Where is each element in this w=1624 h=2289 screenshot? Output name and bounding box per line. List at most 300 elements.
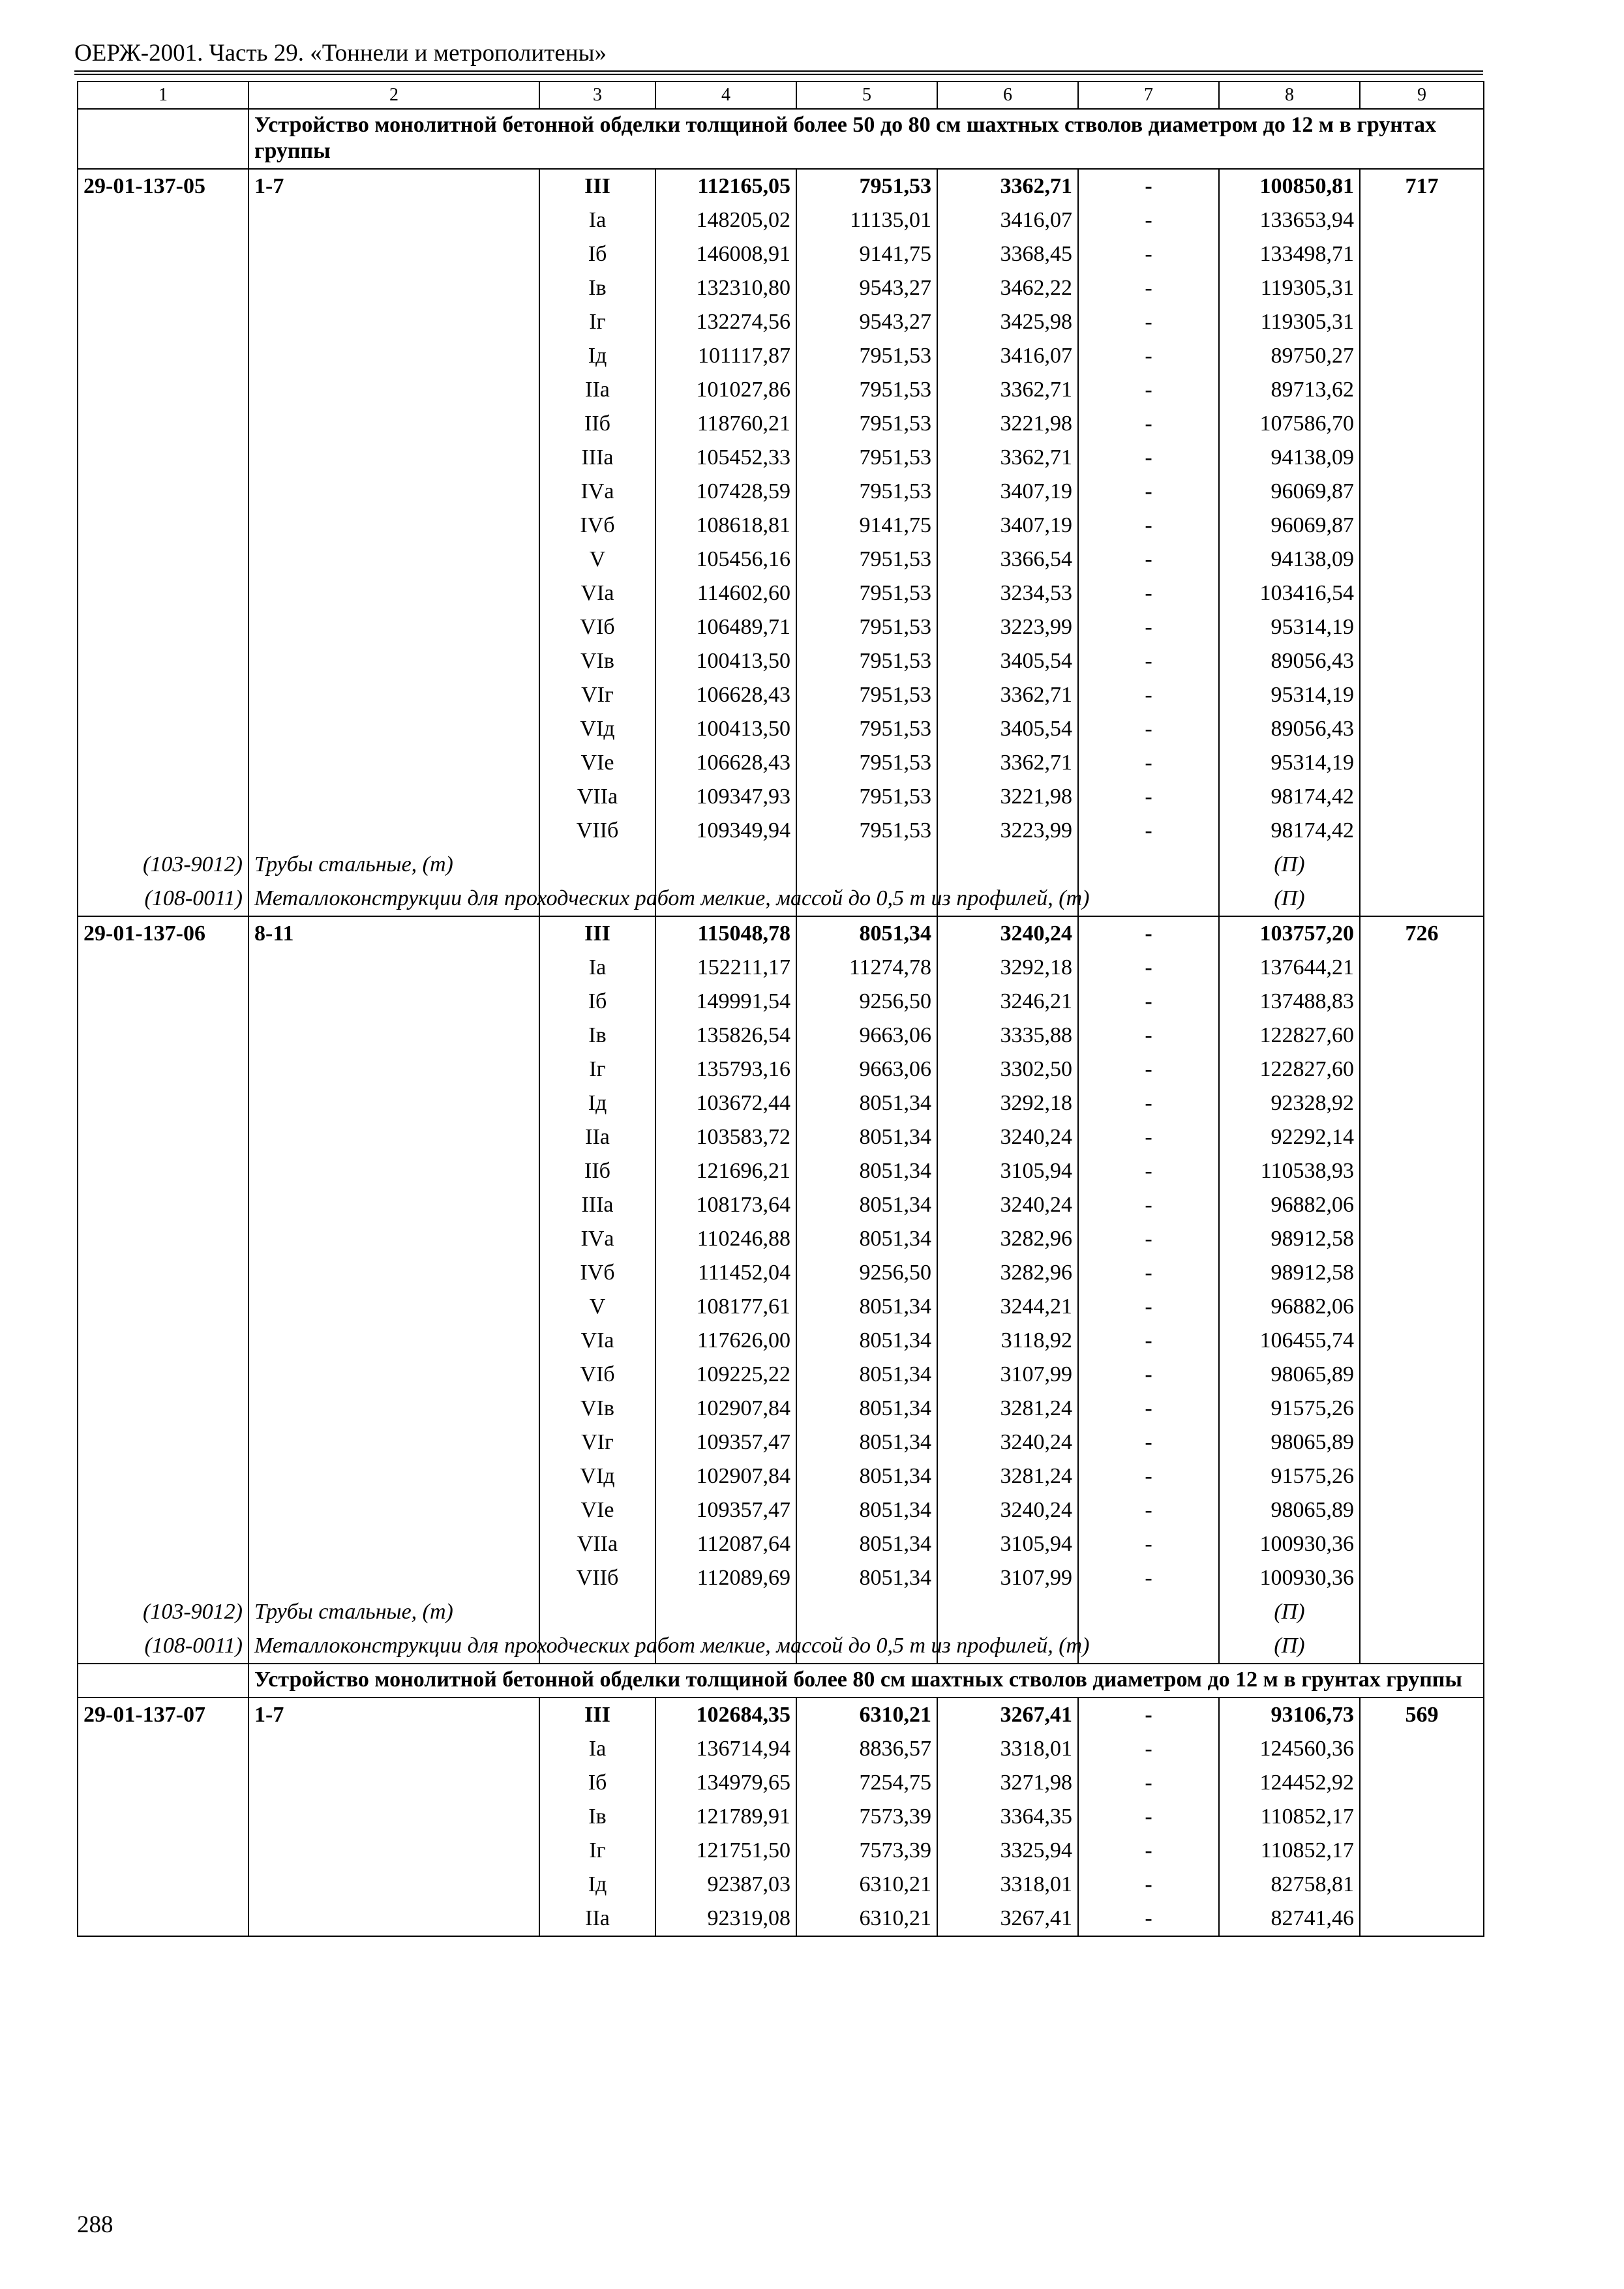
table-row [78,576,1484,610]
region-code: V [539,543,655,576]
table-cell [1360,1290,1484,1324]
wages: 11135,01 [796,203,937,237]
machine-cost: 3302,50 [937,1053,1078,1086]
table-cell [1360,237,1484,271]
total-cost: 105452,33 [655,441,796,475]
rate-code: 29-01-137-05 [78,169,248,203]
region-code: V [539,1290,655,1324]
driver-wages: - [1078,1154,1219,1188]
materials-cost: 89056,43 [1219,712,1360,746]
machine-cost: 3362,71 [937,678,1078,712]
total-cost: 92387,03 [655,1868,796,1902]
material-code: (103-9012) [78,1595,248,1629]
table-row [78,1188,1484,1222]
total-cost: 109357,47 [655,1426,796,1459]
driver-wages: - [1078,712,1219,746]
table-cell [1360,1358,1484,1392]
machine-cost: 3221,98 [937,780,1078,814]
section-title-row [78,1664,1484,1698]
table-cell [78,1086,248,1120]
machine-cost: 3105,94 [937,1154,1078,1188]
table-cell [655,848,796,882]
total-cost: 102907,84 [655,1459,796,1493]
region-code: IVа [539,475,655,509]
materials-cost: 96069,87 [1219,509,1360,543]
wages: 7951,53 [796,576,937,610]
wages: 8051,34 [796,1493,937,1527]
table-row [78,1290,1484,1324]
driver-wages: - [1078,1800,1219,1834]
machine-cost: 3318,01 [937,1732,1078,1766]
table-cell [248,543,539,576]
total-cost: 101117,87 [655,339,796,373]
total-cost: 107428,59 [655,475,796,509]
table-cell [78,1766,248,1800]
table-cell [1360,339,1484,373]
materials-cost: 82758,81 [1219,1868,1360,1902]
machine-cost: 3416,07 [937,203,1078,237]
materials-cost: 92328,92 [1219,1086,1360,1120]
table-cell [78,509,248,543]
driver-wages: - [1078,814,1219,848]
region-code: IIа [539,1120,655,1154]
region-code: III [539,916,655,951]
wages: 7951,53 [796,475,937,509]
table-cell [1360,610,1484,644]
machine-cost: 3292,18 [937,951,1078,985]
price-table [77,81,1484,1937]
wages: 7951,53 [796,441,937,475]
region-code: Iд [539,1868,655,1902]
table-row [78,1086,1484,1120]
table-row [78,1222,1484,1256]
table-cell [248,203,539,237]
table-cell [78,1019,248,1053]
total-cost: 148205,02 [655,203,796,237]
materials-cost: 89750,27 [1219,339,1360,373]
column-number: 5 [796,82,937,109]
total-cost: 103672,44 [655,1086,796,1120]
wages: 9663,06 [796,1019,937,1053]
table-cell [78,678,248,712]
driver-wages: - [1078,509,1219,543]
machine-cost: 3368,45 [937,237,1078,271]
machine-cost: 3240,24 [937,1188,1078,1222]
table-cell [796,1595,937,1629]
wages: 7951,53 [796,543,937,576]
section-title: Устройство монолитной бетонной обделки толщиной более 80 см шахтных стволов диаметром до 12 м в грунтах группы [248,1664,1484,1698]
table-cell [248,1766,539,1800]
driver-wages: - [1078,746,1219,780]
table-cell [248,644,539,678]
materials-cost: 91575,26 [1219,1392,1360,1426]
driver-wages: - [1078,610,1219,644]
driver-wages: - [1078,1834,1219,1868]
region-code: IIIа [539,1188,655,1222]
materials-cost: 95314,19 [1219,610,1360,644]
table-row [78,407,1484,441]
table-cell [248,339,539,373]
table-cell [78,1527,248,1561]
region-code: III [539,1698,655,1732]
materials-cost: 133653,94 [1219,203,1360,237]
table-cell [78,1868,248,1902]
material-code: (108-0011) [78,882,248,916]
table-cell [248,814,539,848]
materials-cost: 122827,60 [1219,1053,1360,1086]
materials-cost: 98912,58 [1219,1222,1360,1256]
table-cell [78,644,248,678]
table-cell [1078,882,1219,916]
table-cell [78,1290,248,1324]
region-code: Iг [539,1053,655,1086]
region-code: IIIа [539,441,655,475]
price-table-body [78,82,1484,1936]
region-code: IIб [539,1154,655,1188]
driver-wages: - [1078,1256,1219,1290]
materials-cost: 122827,60 [1219,1019,1360,1053]
total-cost: 109225,22 [655,1358,796,1392]
machine-cost: 3240,24 [937,1120,1078,1154]
rate-code: 29-01-137-07 [78,1698,248,1732]
table-row [78,1154,1484,1188]
table-cell [248,1256,539,1290]
driver-wages: - [1078,1392,1219,1426]
wages: 8051,34 [796,1358,937,1392]
driver-wages: - [1078,1324,1219,1358]
table-cell [248,509,539,543]
table-cell [248,1392,539,1426]
wages: 7573,39 [796,1800,937,1834]
material-unit: (П) [1219,1595,1360,1629]
region-code: VIIб [539,814,655,848]
section-title-spacer [78,109,248,169]
wages: 8051,34 [796,1392,937,1426]
table-cell [248,441,539,475]
materials-cost: 124452,92 [1219,1766,1360,1800]
machine-cost: 3244,21 [937,1290,1078,1324]
table-cell [1360,985,1484,1019]
total-cost: 112165,05 [655,169,796,203]
table-cell [248,1154,539,1188]
table-cell [248,576,539,610]
materials-cost: 110538,93 [1219,1154,1360,1188]
table-cell [248,1188,539,1222]
total-cost: 105456,16 [655,543,796,576]
table-row [78,1426,1484,1459]
total-cost: 108618,81 [655,509,796,543]
driver-wages: - [1078,305,1219,339]
region-code: VIа [539,576,655,610]
table-cell [1360,441,1484,475]
table-row [78,1392,1484,1426]
region-code: VIб [539,1358,655,1392]
table-cell [1360,1222,1484,1256]
table-cell [1360,1426,1484,1459]
table-cell [78,543,248,576]
machine-cost: 3223,99 [937,610,1078,644]
table-row [78,746,1484,780]
table-cell [78,1358,248,1392]
region-code: VIд [539,1459,655,1493]
table-cell [1360,1732,1484,1766]
region-code: VIд [539,712,655,746]
soil-groups: 1-7 [248,1698,539,1732]
rate-code: 29-01-137-06 [78,916,248,951]
labor-total: 569 [1360,1698,1484,1732]
driver-wages: - [1078,441,1219,475]
machine-cost: 3366,54 [937,543,1078,576]
material-row [78,1629,1484,1664]
table-row [78,780,1484,814]
total-cost: 100413,50 [655,712,796,746]
total-cost: 135793,16 [655,1053,796,1086]
table-cell [1360,305,1484,339]
materials-cost: 91575,26 [1219,1459,1360,1493]
driver-wages: - [1078,985,1219,1019]
table-cell [1360,746,1484,780]
table-cell [1360,407,1484,441]
table-cell [1360,576,1484,610]
total-cost: 106489,71 [655,610,796,644]
column-number: 6 [937,82,1078,109]
table-cell [248,1426,539,1459]
total-cost: 117626,00 [655,1324,796,1358]
wages: 8051,34 [796,1426,937,1459]
table-cell [78,610,248,644]
table-cell [78,1800,248,1834]
materials-cost: 110852,17 [1219,1834,1360,1868]
section-title-row [78,109,1484,169]
wages: 9141,75 [796,509,937,543]
total-cost: 110246,88 [655,1222,796,1256]
materials-cost: 124560,36 [1219,1732,1360,1766]
materials-cost: 89713,62 [1219,373,1360,407]
table-row [78,678,1484,712]
total-cost: 132274,56 [655,305,796,339]
table-cell [248,1800,539,1834]
materials-cost: 89056,43 [1219,644,1360,678]
table-cell [248,237,539,271]
region-code: Iб [539,1766,655,1800]
table-cell [78,1256,248,1290]
column-number: 9 [1360,82,1484,109]
region-code: IVб [539,509,655,543]
total-cost: 102907,84 [655,1392,796,1426]
wages: 7951,53 [796,339,937,373]
region-code: Iд [539,339,655,373]
total-cost: 109357,47 [655,1493,796,1527]
materials-cost: 100930,36 [1219,1561,1360,1595]
wages: 8051,34 [796,1188,937,1222]
table-cell [248,1290,539,1324]
page-number: 288 [77,2211,113,2238]
table-cell [1360,1324,1484,1358]
table-cell [1360,780,1484,814]
wages: 7951,53 [796,407,937,441]
table-row [78,985,1484,1019]
total-cost: 118760,21 [655,407,796,441]
materials-cost: 98065,89 [1219,1426,1360,1459]
driver-wages: - [1078,169,1219,203]
wages: 9256,50 [796,1256,937,1290]
table-row [78,610,1484,644]
total-cost: 108173,64 [655,1188,796,1222]
driver-wages: - [1078,543,1219,576]
table-row [78,339,1484,373]
table-cell [78,1053,248,1086]
table-row [78,1120,1484,1154]
table-row [78,1493,1484,1527]
materials-cost: 92292,14 [1219,1120,1360,1154]
driver-wages: - [1078,678,1219,712]
table-cell [78,1732,248,1766]
table-cell [248,610,539,644]
total-cost: 115048,78 [655,916,796,951]
wages: 6310,21 [796,1902,937,1936]
table-cell [1360,1527,1484,1561]
driver-wages: - [1078,951,1219,985]
materials-cost: 98065,89 [1219,1493,1360,1527]
material-row [78,882,1484,916]
total-cost: 121696,21 [655,1154,796,1188]
table-cell [1360,1868,1484,1902]
wages: 8051,34 [796,916,937,951]
wages: 7951,53 [796,780,937,814]
region-code: Iд [539,1086,655,1120]
table-row [78,441,1484,475]
total-cost: 109349,94 [655,814,796,848]
materials-cost: 93106,73 [1219,1698,1360,1732]
table-row [78,305,1484,339]
table-cell [248,1902,539,1936]
machine-cost: 3105,94 [937,1527,1078,1561]
table-row [78,1459,1484,1493]
table-row [78,1324,1484,1358]
table-cell [1360,1561,1484,1595]
region-code: IIа [539,1902,655,1936]
table-cell [78,373,248,407]
column-number: 7 [1078,82,1219,109]
table-cell [248,780,539,814]
table-cell [78,576,248,610]
table-cell [1360,1120,1484,1154]
wages: 9256,50 [796,985,937,1019]
table-cell [796,848,937,882]
table-cell [78,237,248,271]
total-cost: 92319,08 [655,1902,796,1936]
materials-cost: 95314,19 [1219,746,1360,780]
region-code: IIб [539,407,655,441]
column-number: 4 [655,82,796,109]
machine-cost: 3118,92 [937,1324,1078,1358]
driver-wages: - [1078,1358,1219,1392]
materials-cost: 100850,81 [1219,169,1360,203]
wages: 7951,53 [796,712,937,746]
table-cell [1360,1766,1484,1800]
wages: 7951,53 [796,746,937,780]
materials-cost: 98065,89 [1219,1358,1360,1392]
table-cell [1078,1629,1219,1664]
materials-cost: 137644,21 [1219,951,1360,985]
region-code: IVб [539,1256,655,1290]
machine-cost: 3335,88 [937,1019,1078,1053]
table-row [78,916,1484,951]
header-rule [74,70,1483,72]
table-cell [1360,1256,1484,1290]
driver-wages: - [1078,1120,1219,1154]
table-row [78,1053,1484,1086]
table-cell [1360,1019,1484,1053]
region-code: Iв [539,1800,655,1834]
table-cell [248,746,539,780]
table-row [78,1902,1484,1936]
wages: 9141,75 [796,237,937,271]
machine-cost: 3362,71 [937,441,1078,475]
driver-wages: - [1078,916,1219,951]
driver-wages: - [1078,1188,1219,1222]
region-code: Iа [539,1732,655,1766]
machine-cost: 3325,94 [937,1834,1078,1868]
table-cell [78,305,248,339]
table-row [78,271,1484,305]
machine-cost: 3281,24 [937,1392,1078,1426]
machine-cost: 3240,24 [937,1426,1078,1459]
table-cell [248,1358,539,1392]
table-row [78,814,1484,848]
table-cell [248,1324,539,1358]
wages: 8051,34 [796,1290,937,1324]
table-row [78,1766,1484,1800]
region-code: VIе [539,1493,655,1527]
driver-wages: - [1078,237,1219,271]
region-code: Iв [539,271,655,305]
table-cell [248,407,539,441]
table-cell [1360,712,1484,746]
table-cell [78,475,248,509]
region-code: Iб [539,237,655,271]
table-cell [1360,644,1484,678]
table-cell [248,1868,539,1902]
table-cell [1360,1086,1484,1120]
table-cell [78,1459,248,1493]
table-cell [248,373,539,407]
machine-cost: 3271,98 [937,1766,1078,1800]
table-cell [248,1459,539,1493]
table-cell [248,951,539,985]
table-row [78,237,1484,271]
wages: 7951,53 [796,814,937,848]
region-code: Iб [539,985,655,1019]
table-cell [78,1902,248,1936]
table-cell [1360,1154,1484,1188]
table-cell [248,1527,539,1561]
table-row [78,1800,1484,1834]
materials-cost: 137488,83 [1219,985,1360,1019]
wages: 9543,27 [796,305,937,339]
region-code: VIг [539,1426,655,1459]
material-row [78,848,1484,882]
driver-wages: - [1078,1222,1219,1256]
table-cell [78,746,248,780]
section-title-spacer [78,1664,248,1698]
table-cell [78,1154,248,1188]
wages: 8051,34 [796,1154,937,1188]
machine-cost: 3240,24 [937,1493,1078,1527]
materials-cost: 94138,09 [1219,441,1360,475]
table-cell [78,1426,248,1459]
table-cell [78,271,248,305]
